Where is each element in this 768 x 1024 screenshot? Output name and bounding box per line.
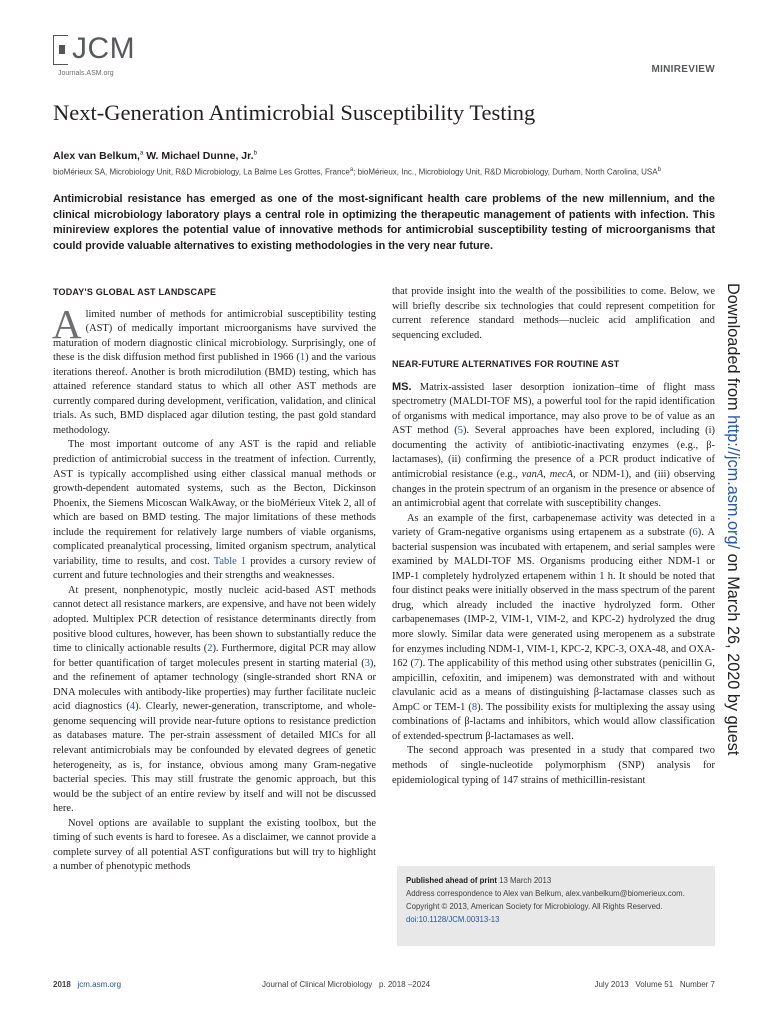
reference-link[interactable]: 2	[207, 643, 213, 655]
subsection-label: MS.	[392, 380, 412, 393]
reference-link[interactable]: 7	[413, 658, 420, 670]
affiliation-mark: a	[349, 167, 354, 173]
reference-link[interactable]: 4	[129, 701, 136, 713]
journal-logo-icon	[59, 45, 65, 54]
paragraph: As an example of the first, carbapenemase activity was detected in a variety of Gram-negative organisms using ertapenem as a substrate (6). A bacterial suspension was incubated with ertapenem, and serial samples were examined by MALDI-TOF MS. Organisms producing either NDM-1 or IMP-1 completely hydrolyzed ertapenem within 1 h. It should be noted that four distinct peaks were initially observed in the mass spectrum of the parent drug, which already included the inactive hydrolyzed form. Other carbapenemases (IMP-2, VIM-1, VIM-2, and KPC-2) hydrolyzed the drug more slowly. Similar data were generated using meropenem as a substrate for enzymes including NDM-1, VIM-1, KPC-2, KPC-3, OXA-48, and OXA-162 (7). The applicability of this method using other substrates (penicillin G, ampicillin, cefoxitin, and imipenem) was demonstrated with and without clavulanic acid as a means of distinguishing β-lactamase classes such as AmpC or TEM-1 (8). The possibility exists for multiplexing the assay using combinations of β-lactams and inhibitors, which would allow classification of extended-spectrum β-lactamases as well.	[392, 512, 716, 742]
footer-journal: Journal of Clinical Microbiology p. 2018 –2024	[262, 980, 431, 989]
right-column	[392, 285, 715, 788]
paragraph: that provide insight into the wealth of the possibilities to come. Below, we will briefly describe six technologies that could represent competition for current reference standard methods—nucleic acid amplification and sequencing excluded.	[392, 286, 715, 341]
doi-link[interactable]: doi:10.1128/JCM.00313-13	[406, 915, 500, 924]
paragraph: MS. Matrix-assisted laser desorption ionization–time of flight mass spectrometry (MALDI-TOF MS), a powerful tool for the rapid identification of organisms with medical importance, may also prove to be of value as an AST method (5). Several approaches have been explored, including (i) documenting the activity of antibiotic-inactivating enzymes (e.g., β-lactamases), (ii) confirming the presence of a PCR product indicative of antimicrobial resistance (e.g., vanA, mecA, or NDM-1), and (iii) observing changes in the protein spectrum of an organism in the presence or absence of an antimicrobial agent that correlate with susceptibility changes.	[392, 380, 716, 510]
correspondence: Address correspondence to Alex van Belkum, alex.vanbelkum@biomerieux.com.	[406, 889, 685, 898]
reference-link[interactable]: 6	[692, 527, 698, 539]
paragraph: The second approach was presented in a study that compared two methods of single-nucleotide polymorphism (SNP) analysis for epidemiological typing of 147 strains of methicillin-resistant	[392, 745, 715, 786]
affiliations	[53, 167, 661, 177]
paragraph: The most important outcome of any AST is the rapid and reliable prediction of antimicrobial success in the treatment of infection. Currently, AST is typically accomplished using either classical manual methods or growth-dependent automated systems, such as the Becton, Dickinson Phoenix, the Siemens Micoscan WalkAway, or the bioMérieux Vitek 2, all of which are based on BMD testing. The major limitations of these methods include the requirement for relatively large numbers of viable organisms, complicated preanalytical processing, limited organism spectrum, analytical variability, time to results, and cost. Table 1 provides a cursory review of current and future technologies and their strengths and weaknesses.	[53, 439, 377, 582]
article-title: Next-Generation Antimicrobial Susceptibility Testing	[53, 100, 536, 125]
author-affil-mark: b	[253, 150, 257, 157]
left-column	[53, 285, 376, 875]
drop-cap: A	[52, 300, 82, 347]
journal-logo-text: JCM	[72, 32, 136, 65]
article-type: MINIREVIEW	[651, 64, 715, 75]
table-link[interactable]: Table 1	[213, 555, 247, 567]
journal-logo-subtext: Journals.ASM.org	[58, 70, 114, 77]
footer-left	[53, 980, 121, 989]
footer-issue: July 2013 Volume 51 Number 7	[594, 980, 715, 989]
reference-link[interactable]: 3	[364, 657, 370, 669]
affiliation-text: ; bioMérieux, Inc., Microbiology Unit, R&D Microbiology, Durham, North Carolina, USA	[353, 167, 658, 177]
author-affil-mark: a	[139, 150, 144, 157]
affiliation-mark: b	[657, 167, 661, 173]
affiliation-text: bioMérieux SA, Microbiology Unit, R&D Microbiology, La Balme Les Grottes, France	[53, 167, 350, 177]
author-name: Alex van Belkum,	[53, 150, 140, 162]
reference-link[interactable]: 5	[457, 425, 463, 437]
copyright: Copyright © 2013, American Society for Microbiology. All Rights Reserved.	[406, 902, 663, 911]
author-list	[53, 150, 257, 162]
section-heading: TODAY'S GLOBAL AST LANDSCAPE	[53, 287, 217, 297]
paragraph: Novel options are available to supplant the existing toolbox, but the timing of such events is hard to foresee. As a disclaimer, we cannot provide a complete survey of all potential AST configurations but will try to highlight a number of phenotypic methods	[53, 817, 376, 873]
author-name: W. Michael Dunne, Jr.	[143, 150, 254, 162]
section-heading: NEAR-FUTURE ALTERNATIVES FOR ROUTINE AST	[392, 359, 620, 370]
page-number: 2018	[53, 980, 71, 989]
site-link[interactable]: jcm.asm.org	[77, 980, 122, 989]
paragraph: At present, nonphenotypic, mostly nucleic acid-based AST methods cannot detect all resistance markers, are expensive, and have not been widely adopted. Multiplex PCR detection of resistance determinants directly from positive blood cultures, however, has been shown to substantially reduce the time to clinically actionable results (2). Furthermore, digital PCR may allow for better quantification of target molecules present in starting material (3), and the refinement of aptamer technology (single-stranded short RNA or DNA molecules with antibody-like properties) may further facilitate nucleic acid diagnostics (4). Clearly, newer-generation, transcriptome, and whole-genome sequencing will provide near-future options to resistance prediction as databases mature. The per-strain assessment of detailed MICs for all relevant antimicrobials may be confounded by elevated degrees of genetic heterogeneity, as is, for instance, obvious among many Gram-negative bacterial species. This may still frustrate the genomic approach, but this would be the subject of an entire review by itself and will not be discussed here.	[53, 584, 376, 815]
reference-link[interactable]: 1	[299, 352, 306, 364]
reference-link[interactable]: 8	[471, 701, 478, 713]
paragraph: Alimited number of methods for antimicrobial susceptibility testing (AST) of medically important microorganisms have survived the maturation of modern diagnostic clinical microbiology. Surprisingly, one of these is the disk diffusion method first published in 1966 (1) and the various iterations thereof. Another is broth microdilution (BMD) testing, which has attained reference standard status to which all other AST methods are currently compared during development, verification, validation, and clinical trials. As such, BMD displaced agar dilution testing, the past gold standard methodology.	[52, 300, 376, 436]
abstract: Antimicrobial resistance has emerged as one of the most-significant health care problems of the new millennium, and the clinical microbiology laboratory plays a central role in optimizing the therapeutic management of patients with infection. This minireview explores the potential value of innovative methods for antimicrobial susceptibility testing of microorganisms that could provide valuable alternatives to existing methodologies in the very near future.	[53, 193, 715, 252]
publication-info-box	[397, 866, 715, 946]
download-note: Downloaded from http://jcm.asm.org/ on March 26, 2020 by guest	[724, 283, 742, 756]
download-link[interactable]: http://jcm.asm.org/	[724, 415, 742, 550]
pub-date: Published ahead of print 13 March 2013	[406, 876, 552, 885]
